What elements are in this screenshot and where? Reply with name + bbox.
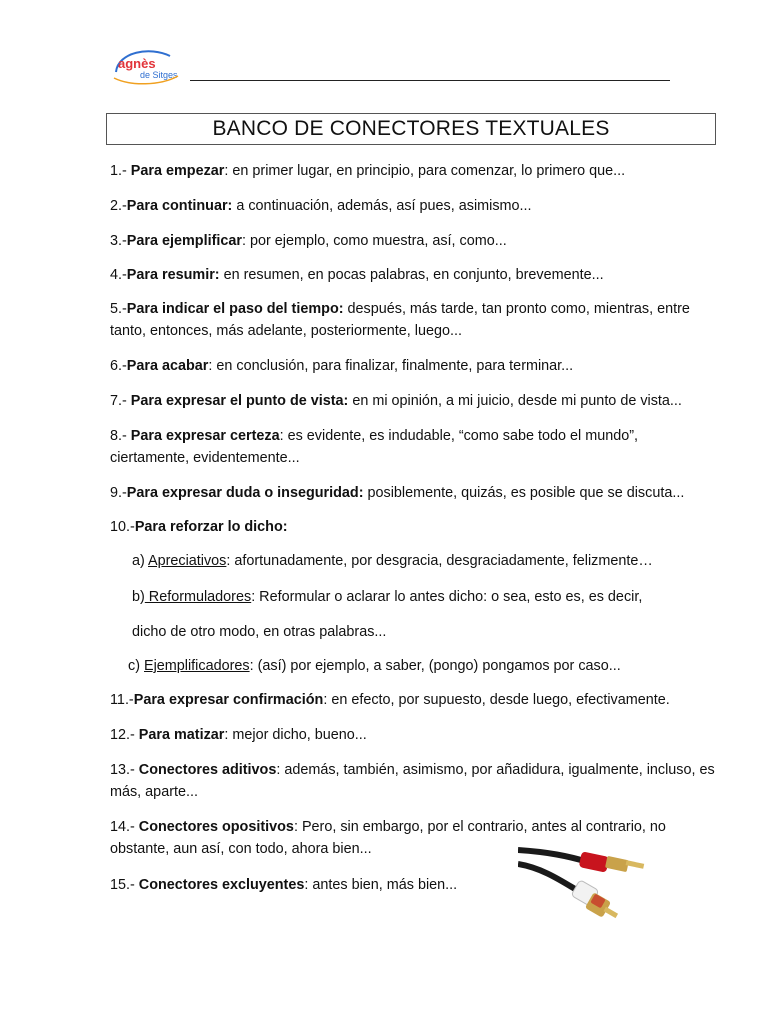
item-text: Pero, sin embargo, por el contrario, antes al contrario, no obstante, aun así, con todo, ahora bien...	[110, 819, 666, 857]
item-label: Conectores opositivos	[138, 819, 294, 835]
sub-letter: a)	[132, 553, 148, 569]
item-number: 2.-	[110, 198, 127, 214]
item-sep: :	[293, 819, 302, 835]
item-label: Para indicar el paso del tiempo:	[126, 301, 344, 317]
sub-label: Ejemplificadores	[144, 658, 250, 674]
sub-label: Apreciativos	[148, 553, 227, 569]
school-logo	[110, 42, 182, 86]
item-text: antes bien, más bien...	[312, 877, 458, 893]
item-label: Para continuar:	[126, 198, 233, 214]
list-item	[110, 230, 720, 252]
item-sep: :	[208, 358, 217, 374]
item-number: 9.-	[110, 485, 127, 501]
list-item	[110, 355, 720, 377]
item-number: 10.-	[110, 519, 135, 535]
list-item	[110, 195, 720, 217]
item-sep: :	[279, 428, 288, 444]
sub-item	[132, 586, 722, 608]
sub-text: dicho de otro modo, en otras palabras...	[132, 624, 387, 640]
item-label: Para expresar el punto de vista:	[130, 393, 349, 409]
item-text: en primer lugar, en principio, para comenzar, lo primero que...	[232, 163, 626, 179]
item-label: Para matizar	[138, 727, 225, 743]
item-text: en efecto, por supuesto, desde luego, efectivamente.	[331, 692, 670, 708]
list-item	[110, 759, 720, 803]
item-sep: :	[276, 762, 285, 778]
list-item	[110, 425, 720, 469]
item-number: 13.-	[110, 762, 139, 778]
item-sep: :	[224, 727, 233, 743]
item-text: posiblemente, quizás, es posible que se discuta...	[367, 485, 685, 501]
item-sep: :	[304, 877, 313, 893]
item-text: después, más tarde, tan pronto como, mientras, entre tanto, entonces, más adelante, posteriormente, luego...	[110, 301, 690, 339]
list-item	[110, 160, 720, 182]
sub-item	[128, 655, 722, 677]
item-label: Conectores excluyentes	[138, 877, 305, 893]
page-title: BANCO DE CONECTORES TEXTUALES	[212, 117, 610, 140]
rca-cable-icon	[518, 842, 678, 942]
item-text: en resumen, en pocas palabras, en conjunto, brevemente...	[223, 267, 604, 283]
list-item	[110, 298, 720, 342]
logo-icon	[110, 42, 182, 86]
logo-text-bottom: de Sitges	[140, 70, 178, 80]
item-text: en mi opinión, a mi juicio, desde mi punto de vista...	[352, 393, 682, 409]
item-number: 14.-	[110, 819, 139, 835]
item-sep: :	[323, 692, 332, 708]
item-text: además, también, asimismo, por añadidura, igualmente, incluso, es más, aparte...	[110, 762, 715, 800]
rca-cable-image	[518, 842, 678, 942]
sub-item-continuation	[132, 621, 722, 643]
item-label: Para reforzar lo dicho:	[134, 519, 288, 535]
item-label: Para acabar	[126, 358, 209, 374]
list-item	[110, 689, 720, 711]
sub-text: : afortunadamente, por desgracia, desgraciadamente, felizmente…	[226, 553, 653, 569]
item-number: 7.-	[110, 393, 131, 409]
list-item	[110, 264, 720, 286]
item-label: Para expresar certeza	[130, 428, 280, 444]
sub-label: Reformuladores	[144, 589, 252, 605]
sub-text: : Reformular o aclarar lo antes dicho: o sea, esto es, es decir,	[251, 589, 643, 605]
list-item	[110, 874, 510, 896]
header	[110, 42, 680, 86]
list-item	[110, 516, 720, 538]
item-number: 3.-	[110, 233, 127, 249]
item-label: Para ejemplificar	[126, 233, 242, 249]
item-text: por ejemplo, como muestra, así, como...	[250, 233, 507, 249]
list-item	[110, 482, 720, 504]
item-number: 11.-	[110, 692, 134, 708]
name-line	[190, 80, 670, 81]
item-label: Para empezar	[130, 163, 225, 179]
item-text: a continuación, además, así pues, asimismo...	[236, 198, 532, 214]
title-box	[106, 113, 716, 145]
list-item	[110, 724, 720, 746]
list-item	[110, 390, 720, 412]
item-number: 8.-	[110, 428, 131, 444]
item-text: mejor dicho, bueno...	[232, 727, 367, 743]
sub-text: : (así) por ejemplo, a saber, (pongo) pongamos por caso...	[249, 658, 621, 674]
item-number: 4.-	[110, 267, 127, 283]
item-number: 5.-	[110, 301, 127, 317]
item-text: en conclusión, para finalizar, finalmente, para terminar...	[216, 358, 574, 374]
sub-item	[132, 550, 722, 572]
item-label: Para resumir:	[126, 267, 220, 283]
sub-letter: c)	[128, 658, 144, 674]
item-number: 12.-	[110, 727, 139, 743]
item-label: Para expresar duda o inseguridad:	[126, 485, 364, 501]
logo-text-top: agnès	[118, 56, 156, 71]
item-text: es evidente, es indudable, “como sabe todo el mundo”, ciertamente, evidentemente...	[110, 428, 639, 466]
item-label: Para expresar confirmación	[133, 692, 324, 708]
item-sep: :	[242, 233, 250, 249]
item-number: 15.-	[110, 877, 139, 893]
item-label: Conectores aditivos	[138, 762, 277, 778]
item-number: 1.-	[110, 163, 131, 179]
sub-letter: b)	[132, 589, 145, 605]
item-number: 6.-	[110, 358, 127, 374]
item-sep: :	[224, 163, 233, 179]
